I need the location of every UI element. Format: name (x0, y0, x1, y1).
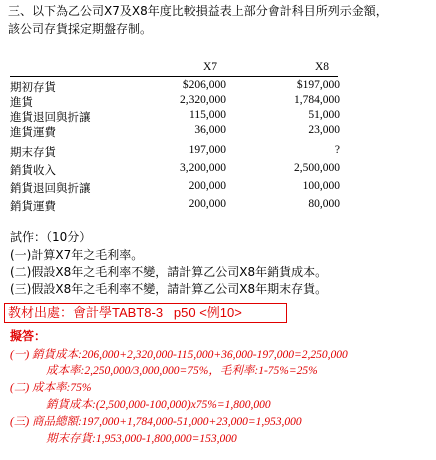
row-label: 銷貨運費 (10, 199, 56, 213)
x8-value: 1,784,000 (294, 94, 340, 106)
answer-line: 成本率:2,250,000/3,000,000=75%，毛利率:1-75%=25% (46, 365, 318, 377)
task-item-1: (一)計算X7年之毛利率。 (10, 248, 144, 262)
table-row (10, 79, 340, 94)
answer-line: (三) 商品總額:197,000+1,784,000-51,000+23,000=1,953,000 (10, 416, 302, 428)
x7-value: 200,000 (188, 198, 226, 210)
row-label: 期末存貨 (10, 145, 56, 159)
x8-value: 23,000 (308, 124, 340, 136)
x7-value: 36,000 (194, 124, 226, 136)
header-rule (10, 76, 338, 77)
x8-value: $197,000 (296, 79, 340, 91)
x8-value: 51,000 (308, 109, 340, 121)
table-row (10, 124, 340, 139)
column-header-x7: X7 (203, 61, 218, 73)
answer-line: (二) 成本率:75% (10, 382, 92, 394)
x7-value: $206,000 (182, 79, 226, 91)
x7-value: 200,000 (188, 180, 226, 192)
column-header-x8: X8 (315, 61, 330, 73)
row-label: 進貨運費 (10, 125, 56, 139)
table-row (10, 144, 340, 159)
row-label: 銷貨退回與折讓 (10, 181, 91, 195)
table-row (10, 198, 340, 213)
task-title: 試作：（10分） (10, 230, 92, 244)
source-label: 教材出處：會計學TABT8-3 (8, 305, 164, 320)
table-row (10, 94, 340, 109)
task-item-3: (三)假設X8年之毛利率不變，請計算乙公司X8年期末存貨。 (10, 282, 328, 296)
answer-line: 期末存貨:1,953,000-1,800,000=153,000 (46, 433, 237, 445)
x8-value: ? (334, 144, 340, 156)
table-row (10, 162, 340, 177)
row-label: 進貨 (10, 95, 33, 109)
x7-value: 115,000 (189, 109, 226, 121)
answer-line: 銷貨成本:(2,500,000-100,000)x75%=1,800,000 (46, 399, 271, 411)
row-label: 期初存貨 (10, 80, 56, 94)
question-line-1: 三、以下為乙公司X7及X8年度比較損益表上部分會計科目所列示金額， (8, 4, 388, 18)
x7-value: 197,000 (188, 144, 226, 156)
table-row (10, 180, 340, 195)
row-label: 銷貨收入 (10, 163, 56, 177)
x8-value: 2,500,000 (294, 162, 340, 174)
row-label: 進貨退回與折讓 (10, 110, 91, 124)
table-row (10, 109, 340, 124)
source-page-ref: p50 <例10> (173, 305, 242, 320)
source-reference-box (4, 303, 287, 323)
answer-line: (一) 銷貨成本:206,000+2,320,000-115,000+36,000-197,000=2,250,000 (10, 349, 348, 361)
task-item-2: (二)假設X8年之毛利率不變，請計算乙公司X8年銷貨成本。 (10, 265, 328, 279)
x7-value: 3,200,000 (180, 162, 226, 174)
answer-title: 擬答： (10, 329, 47, 343)
question-line-2: 該公司存貨採定期盤存制。 (8, 22, 153, 36)
x7-value: 2,320,000 (180, 94, 226, 106)
x8-value: 80,000 (308, 198, 340, 210)
x8-value: 100,000 (302, 180, 340, 192)
